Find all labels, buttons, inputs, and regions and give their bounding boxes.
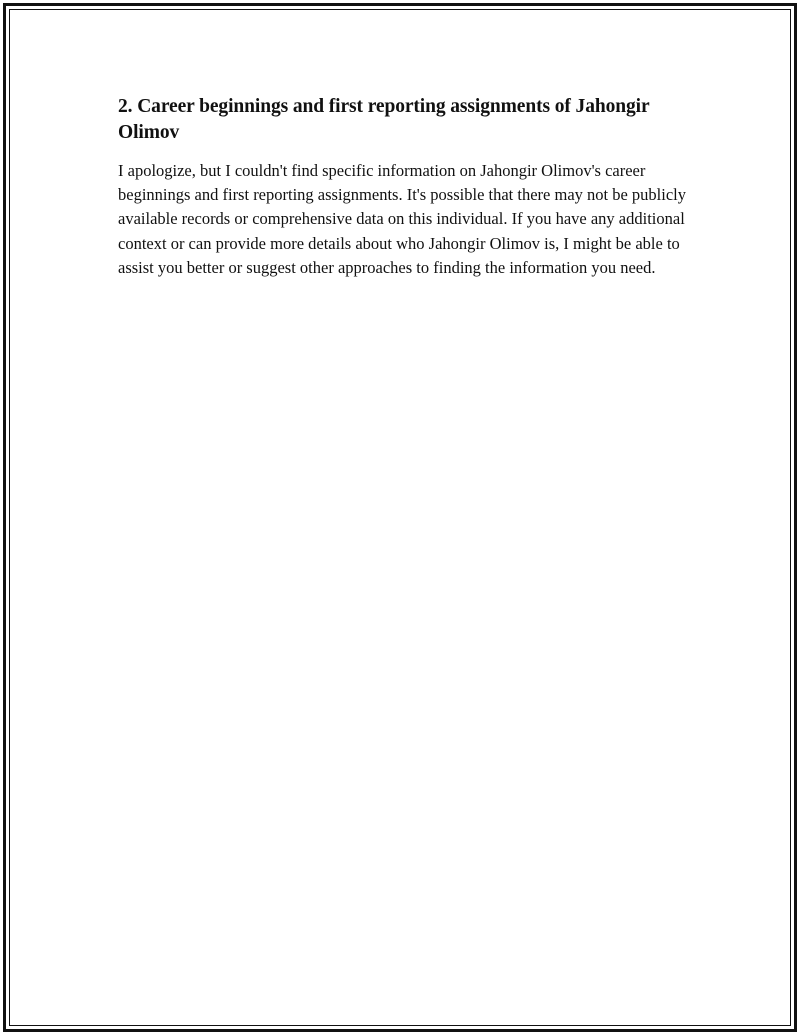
section-paragraph: I apologize, but I couldn't find specific information on Jahongir Olimov's career beginnings and first reporting assignments. It's possible that there may not be publicly available records or comprehensive data on this individual. If you have any additional context or can provide more details about who Jahongir Olimov is, I might be able to assist you better or suggest other approaches to finding the information you need. (118, 161, 687, 277)
section-heading: 2. Career beginnings and first reporting assignments of Jahongir Olimov (118, 96, 650, 143)
document-content (118, 94, 688, 280)
